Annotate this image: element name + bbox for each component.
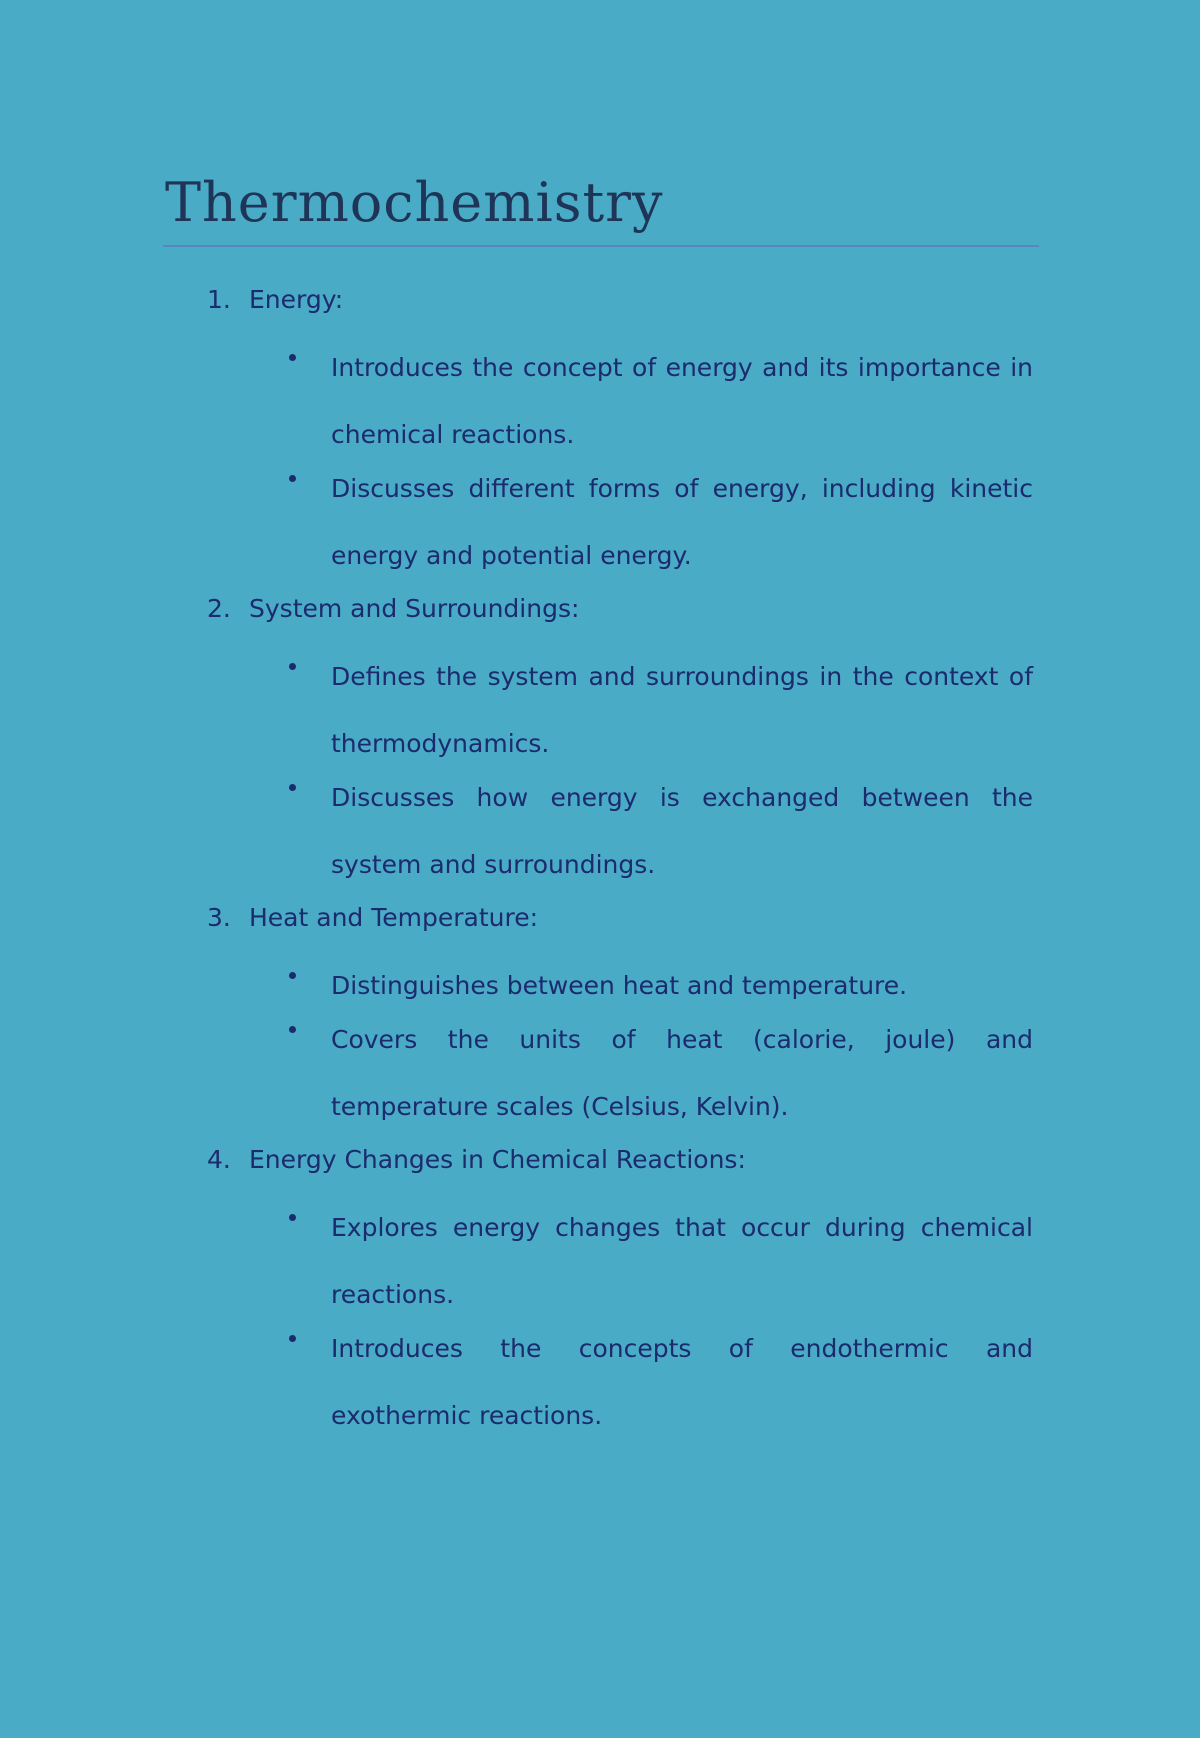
bullet-icon bbox=[289, 1026, 296, 1033]
section-energy-changes bbox=[0, 1140, 1200, 1449]
bullet-text: Introduces the concept of energy and its importance in chemical reactions. bbox=[331, 353, 1033, 449]
bullet-text: Discusses different forms of energy, including kinetic energy and potential energy. bbox=[331, 474, 1033, 570]
list-item bbox=[0, 643, 1200, 777]
section-title: Energy: bbox=[249, 285, 344, 314]
section-number: 2. bbox=[207, 594, 231, 623]
bullet-text: Introduces the concepts of endothermic and exothermic reactions. bbox=[331, 1334, 1033, 1430]
section-system-and-surroundings bbox=[0, 589, 1200, 898]
section-title: Heat and Temperature: bbox=[249, 903, 539, 932]
bullet-text: Discusses how energy is exchanged between the system and surroundings. bbox=[331, 783, 1033, 879]
bullet-icon bbox=[289, 663, 296, 670]
list-item bbox=[0, 334, 1200, 468]
bullet-text: Defines the system and surroundings in the context of thermodynamics. bbox=[331, 662, 1033, 758]
list-item bbox=[0, 764, 1200, 898]
bullet-icon bbox=[289, 475, 296, 482]
bullet-list bbox=[0, 1194, 1200, 1449]
bullet-text: Explores energy changes that occur during chemical reactions. bbox=[331, 1213, 1033, 1309]
list-item bbox=[0, 1006, 1200, 1140]
bullet-icon bbox=[289, 1335, 296, 1342]
list-item bbox=[0, 1315, 1200, 1449]
section-number: 3. bbox=[207, 903, 231, 932]
title-underline bbox=[163, 245, 1039, 247]
bullet-icon bbox=[289, 784, 296, 791]
section-number: 1. bbox=[207, 285, 231, 314]
section-energy bbox=[0, 280, 1200, 589]
bullet-list bbox=[0, 952, 1200, 1140]
bullet-text: Distinguishes between heat and temperature. bbox=[331, 971, 908, 1000]
section-number: 4. bbox=[207, 1145, 231, 1174]
page-title: Thermochemistry bbox=[165, 171, 664, 234]
list-item bbox=[0, 455, 1200, 589]
bullet-icon bbox=[289, 972, 296, 979]
section-heat-and-temperature bbox=[0, 898, 1200, 1140]
topic-outline bbox=[0, 280, 1200, 1449]
section-title: Energy Changes in Chemical Reactions: bbox=[249, 1145, 746, 1174]
list-item bbox=[0, 1194, 1200, 1328]
bullet-list bbox=[0, 643, 1200, 898]
bullet-icon bbox=[289, 1214, 296, 1221]
bullet-list bbox=[0, 334, 1200, 589]
bullet-icon bbox=[289, 354, 296, 361]
bullet-text: Covers the units of heat (calorie, joule) and temperature scales (Celsius, Kelvin). bbox=[331, 1025, 1033, 1121]
section-title: System and Surroundings: bbox=[249, 594, 580, 623]
